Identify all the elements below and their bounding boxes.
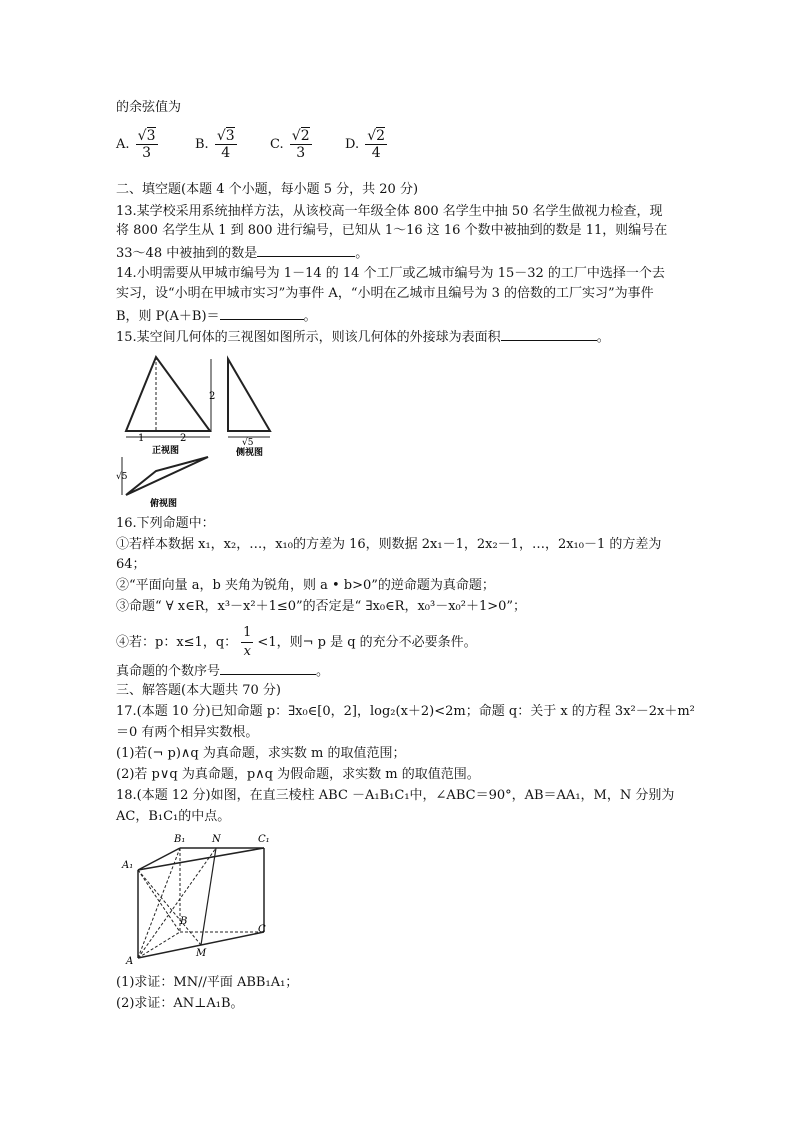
q18-line1: 18.(本题 12 分)如图，在直三棱柱 ABC －A₁B₁C₁中，∠ABC＝90°，AB＝AA₁，M，N 分别为	[116, 788, 675, 803]
q13-answer-blank	[257, 243, 355, 257]
three-view-figure	[114, 353, 284, 513]
q18-part1: (1)求证：MN//平面 ABB₁A₁；	[116, 975, 299, 990]
q16-item1-cont: 64；	[116, 557, 146, 572]
top-view-triangle	[126, 457, 208, 495]
q17-part1: (1)若(¬ p)∧q 为真命题，求实数 m 的取值范围；	[116, 746, 406, 761]
q15-line: 15.某空间几何体的三视图如图所示，则该几何体的外接球为表面积 。	[116, 327, 610, 347]
option-d: D. $\frac{√2}{4}$	[345, 128, 386, 161]
q16-item1: ①若样本数据 x₁，x₂，…，x₁₀的方差为 16，则数据 2x₁－1，2x₂－1，…，2x₁₀－1 的方差为	[116, 537, 662, 552]
top-dim-label: √5	[116, 472, 128, 482]
side-view-triangle	[228, 359, 270, 431]
q13-line2: 将 800 名学生从 1 到 800 进行编号，已知从 1～16 这 16 个数中被抽到的数是 11，则编号在	[116, 223, 668, 238]
option-a: A. $\frac{√3}{3}$	[116, 128, 156, 161]
q18-line2: AC，B₁C₁的中点。	[116, 809, 231, 824]
q18-part2: (2)求证：AN⊥A₁B。	[116, 996, 244, 1011]
option-b: B. $\frac{√3}{4}$	[195, 128, 235, 161]
q16-title: 16.下列命题中：	[116, 516, 215, 531]
q15-answer-blank	[501, 327, 597, 341]
label-b1: B₁	[174, 834, 186, 845]
q16-answer-blank	[220, 661, 316, 675]
label-c1: C₁	[258, 834, 270, 845]
front-view-triangle	[126, 357, 210, 431]
dim-2-label: 2	[180, 433, 187, 444]
q16-item4: ④若：p：x≤1，q： $\frac{1}{x}$ <1，则¬ p 是 q 的充分不必要条件。	[116, 625, 477, 659]
q12-tail: 的余弦值为	[116, 100, 182, 115]
label-n: N	[212, 834, 221, 845]
label-c: C	[258, 924, 266, 935]
label-m: M	[196, 948, 207, 959]
label-a: A	[126, 956, 134, 967]
q14-line2: 实习，设“小明在甲城市实习”为事件 A，“小明在乙城市且编号为 3 的倍数的工厂实习”为事件	[116, 286, 654, 301]
top-view-label: 俯视图	[150, 499, 178, 509]
side-view-label: 侧视图	[236, 448, 264, 458]
q14-line3: B，则 P(A＋B)＝ 。	[116, 306, 317, 326]
q16-tail: 真命题的个数序号 。	[116, 661, 329, 681]
q14-answer-blank	[220, 306, 304, 320]
q13-line3: 33～48 中被抽到的数是 。	[116, 243, 368, 263]
section2-title: 二、填空题(本题 4 个小题，每小题 5 分，共 20 分)	[116, 182, 419, 197]
dim-1-label: 1	[138, 433, 145, 444]
prism-figure	[118, 828, 278, 968]
q17-line2: ＝0 有两个相异实数根。	[116, 725, 259, 740]
q16-item3: ③命题“ ∀ x∈R，x³－x²＋1≤0”的否定是“ ∃x₀∈R，x₀³－x₀²＋1>0”；	[116, 599, 527, 614]
section3-title: 三、解答题(本大题共 70 分)	[116, 683, 281, 698]
q17-line1: 17.(本题 10 分)已知命题 p：∃x₀∈[0，2]，log₂(x＋2)<2m；命题 q：关于 x 的方程 3x²－2x＋m²	[116, 704, 695, 719]
q14-line1: 14.小明需要从甲城市编号为 1－14 的 14 个工厂或乙城市编号为 15－32 的工厂中选择一个去	[116, 266, 665, 281]
q13-line1: 13.某学校采用系统抽样方法，从该校高一年级全体 800 名学生中抽 50 名学生做视力检查，现	[116, 204, 663, 219]
option-c: C. $\frac{√2}{3}$	[270, 128, 310, 161]
label-b: B	[180, 916, 188, 927]
q17-part2: (2)若 p∨q 为真命题，p∧q 为假命题，求实数 m 的取值范围。	[116, 767, 480, 782]
front-view-label: 正视图	[152, 446, 180, 456]
label-a1: A₁	[122, 860, 134, 871]
dim-height-label: 2	[209, 391, 216, 402]
q16-item2: ②“平面向量 a，b 夹角为锐角，则 a • b>0”的逆命题为真命题；	[116, 578, 495, 593]
side-dim-label: √5	[242, 438, 254, 448]
